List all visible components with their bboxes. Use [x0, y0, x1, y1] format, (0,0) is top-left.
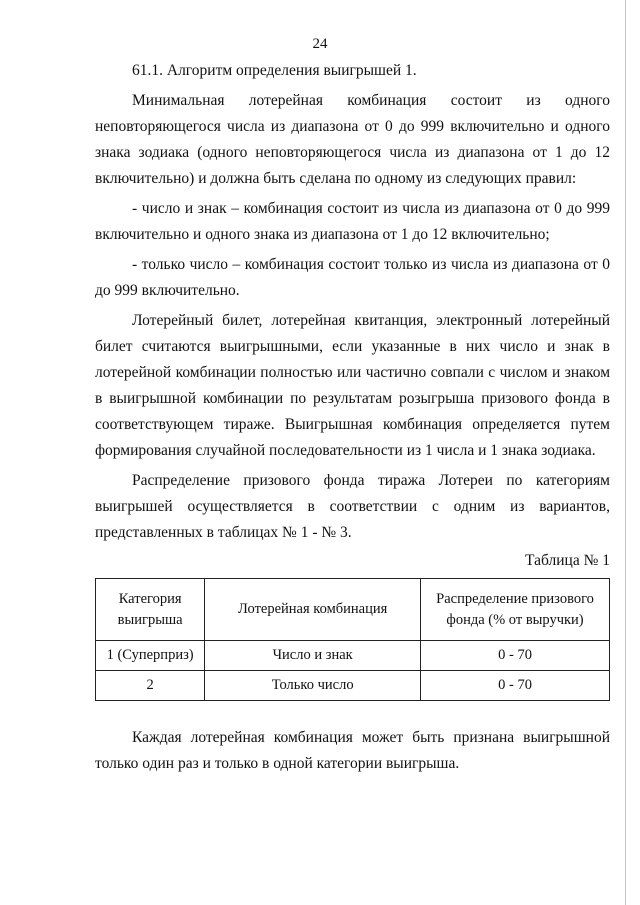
- header-category: Категория выигрыша: [96, 579, 205, 641]
- cell-combination: Только число: [205, 671, 421, 701]
- table-caption: Таблица № 1: [525, 552, 610, 569]
- cell-category: 2: [96, 671, 205, 701]
- table-row: [96, 671, 610, 701]
- section-heading: 61.1. Алгоритм определения выигрышей 1.: [132, 62, 417, 79]
- scan-edge-line: [625, 0, 626, 905]
- paragraph: Минимальная лотерейная комбинация состоит из одного неповторяющегося числа из диапазона от 0 до 999 включительно и одного знака зодиака (одного неповторяющегося числа из диапазона от 1 до 12 включительно) и должна быть сделана по одному из следующих правил:: [95, 92, 610, 187]
- cell-category: 1 (Суперприз): [96, 641, 205, 671]
- paragraph: Распределение призового фонда тиража Лотереи по категориям выигрышей осуществляется в соответствии с одним из вариантов, представленных в таблицах № 1 - № 3.: [95, 472, 610, 541]
- paragraph: Лотерейный билет, лотерейная квитанция, электронный лотерейный билет считаются выигрышными, если указанные в них число и знак в лотерейной комбинации полностью или частично совпали с числом и знаком в выигрышной комбинации по результатам розыгрыша призового фонда в соответствующем тираже. Выигрышная комбинация определяется путем формирования случайной последовательности из 1 числа и 1 знака зодиака.: [95, 312, 610, 459]
- header-combination: Лотерейная комбинация: [205, 579, 421, 641]
- page-number: 24: [312, 36, 328, 52]
- document-body: [95, 58, 610, 777]
- list-item-number-only: - только число – комбинация состоит только из числа из диапазона от 0 до 999 включительно.: [95, 256, 610, 299]
- table-header-row: [96, 579, 610, 641]
- list-item-number-and-sign: - число и знак – комбинация состоит из числа из диапазона от 0 до 999 включительно и одного знака из диапазона от 1 до 12 включительно;: [95, 200, 610, 243]
- closing-paragraph: Каждая лотерейная комбинация может быть признана выигрышной только один раз и только в одной категории выигрыша.: [95, 729, 610, 772]
- cell-distribution: 0 - 70: [421, 671, 610, 701]
- table-row: [96, 641, 610, 671]
- cell-combination: Число и знак: [205, 641, 421, 671]
- header-distribution: Распределение призового фонда (% от выручки): [421, 579, 610, 641]
- prize-distribution-table: [95, 578, 610, 701]
- cell-distribution: 0 - 70: [421, 641, 610, 671]
